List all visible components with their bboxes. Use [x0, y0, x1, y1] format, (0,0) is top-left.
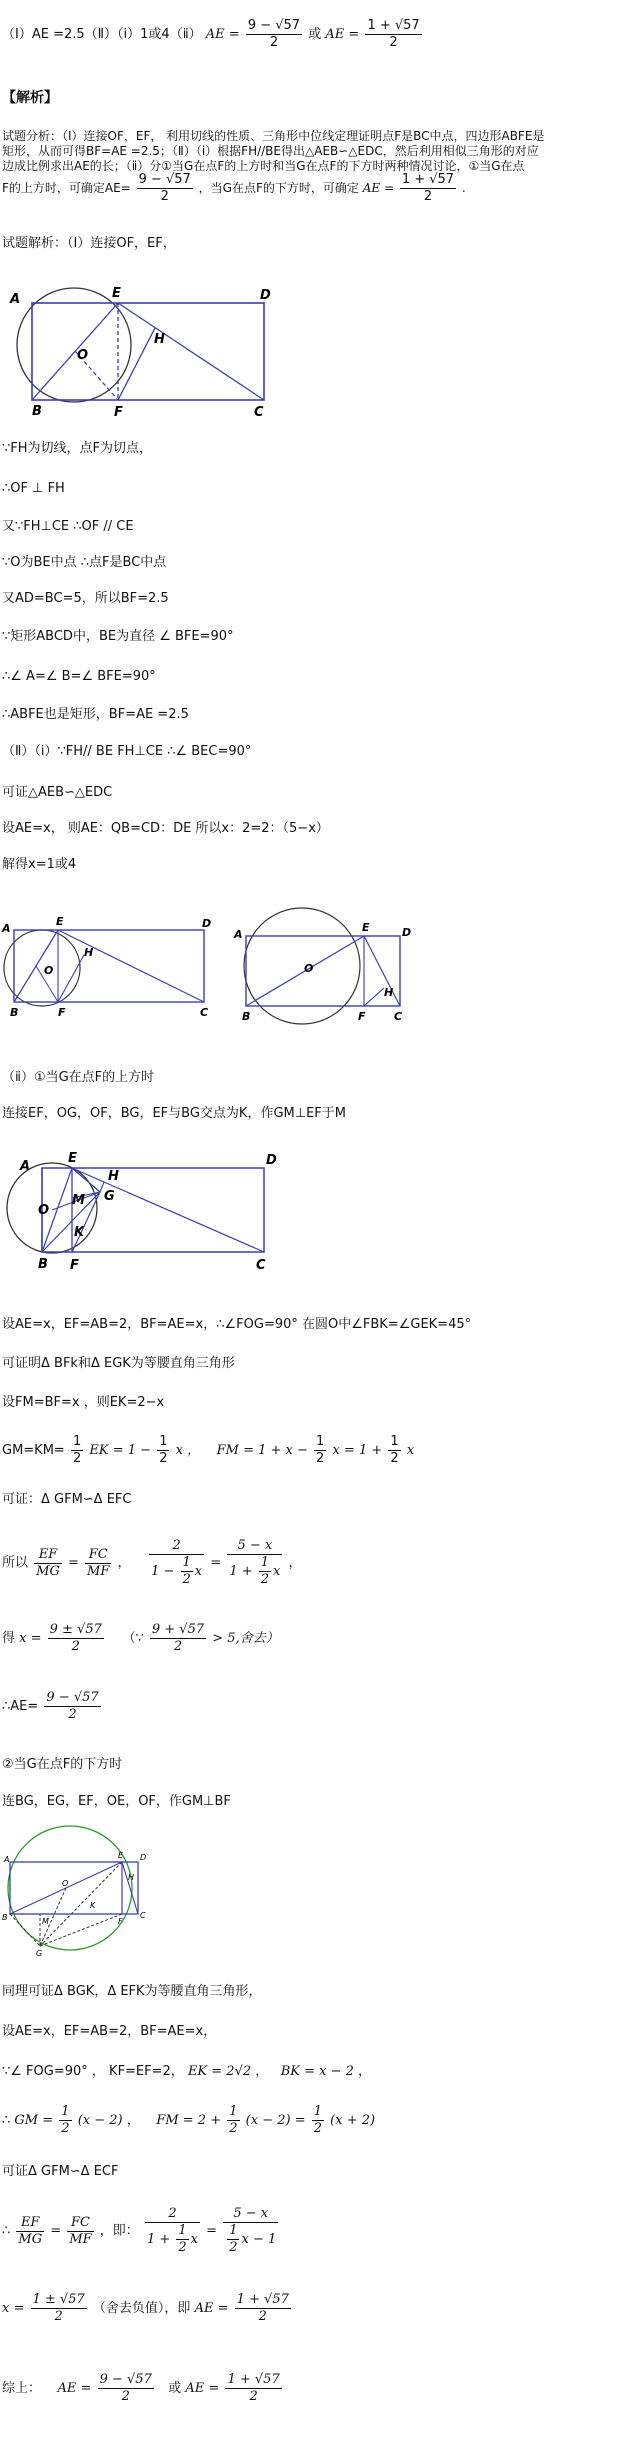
frac-numerator: 5 − x: [223, 2206, 278, 2223]
fig4-line-fg: [40, 1914, 122, 1946]
case2-ratio-a: ∴: [2, 2223, 11, 2239]
frac-denominator: 2: [423, 189, 433, 204]
fig3-label-o: O: [38, 1203, 50, 1218]
gm-text-b: EK = 1 −: [89, 1443, 152, 1458]
answer-expr2: AE =: [325, 27, 360, 42]
fig2a-label-d: D: [202, 917, 212, 930]
frac-numerator: 9 − √57: [99, 2372, 152, 2387]
frac-numerator: 9 + √57: [151, 1622, 205, 1637]
case2-step-4-c: (x − 2): [77, 2113, 123, 2128]
frac-numerator: 2: [149, 1538, 204, 1555]
figure-3: [0, 1140, 300, 1290]
fig2a-label-a: A: [2, 922, 11, 935]
x-text-a: 得: [2, 1631, 16, 1646]
frac-denominator: 2: [54, 2309, 63, 2324]
fig4-label-m: M: [42, 1917, 49, 1926]
fig4-label-c: C: [140, 1911, 146, 1920]
frac-denominator: 2: [390, 1451, 399, 1466]
frac-numerator: 1: [260, 1555, 270, 1570]
fig2b-label-e: E: [362, 921, 370, 934]
case2-x-line: [2, 2292, 293, 2325]
frac-denominator: 2: [229, 2240, 238, 2255]
case2-ratio-line: ∴ $\frac{EF}{MG}$ = $\frac{FC}{MF}$ ，即： 2 1 + $\frac{1}{2}$ x = 5 − x $\frac{1}{2}$ x − 1: [2, 2206, 277, 2255]
frac-denominator: 2: [313, 2121, 323, 2136]
case1-step-3: 设FM=BF=x ，则EK=2−x: [2, 1395, 165, 1410]
fig3-label-c: C: [256, 1258, 266, 1273]
case2-title: ②当G在点F的下方时: [2, 1757, 123, 1772]
case2-step-1: 同理可证Δ BGK，Δ EFK为等腰直角三角形，: [2, 1984, 262, 1999]
summary-expr2: AE =: [185, 2381, 220, 2396]
case2-step-3-e: ，: [358, 2064, 372, 2079]
analysis-frac2: [400, 172, 456, 205]
analysis-line-4-a: F的上方时，可确定AE=: [2, 181, 131, 195]
frac-denominator: MG: [36, 1563, 60, 1579]
frac-numerator: 1 ± √57: [32, 2292, 85, 2307]
fig4-label-d: D: [140, 1853, 147, 1862]
fig1-label-h: H: [154, 332, 165, 347]
frac-denominator: 2: [229, 2121, 238, 2136]
half-frac: [388, 1434, 400, 1467]
fm-text-a: FM = 1 + x −: [216, 1443, 308, 1458]
half-frac: [312, 2104, 324, 2137]
fm-text-c: x: [406, 1443, 415, 1458]
fig3-label-f: F: [70, 1258, 79, 1273]
fig4-label-e: E: [118, 1851, 124, 1860]
case2-step-3-b: EK = 2√2: [187, 2064, 252, 2079]
summary-or: 或: [168, 2381, 182, 2396]
half-frac: [59, 2104, 71, 2137]
fig1-label-b: B: [32, 404, 42, 419]
frac-denominator: 1 + $\frac{1}{2}$ x: [229, 1555, 281, 1587]
summary-frac2: [225, 2372, 281, 2405]
fig2b-label-a: A: [234, 928, 243, 941]
frac-numerator: 1: [229, 2223, 238, 2238]
frac-denominator: 2: [71, 1639, 80, 1654]
ratio-right: [223, 2206, 278, 2256]
ratio-ef-mg: [34, 1547, 62, 1580]
summary-line: [2, 2372, 284, 2405]
frac-denominator: MG: [18, 2231, 43, 2247]
frac-numerator: 1: [72, 1434, 82, 1449]
answer-part1: （Ⅰ）AE =2.5（Ⅱ）（ⅰ）1或4（ⅱ）: [2, 27, 202, 42]
case2-step-3-c: ，: [255, 2064, 269, 2079]
step-line: ∵矩形ABCD中，BE为直径 ∠ BFE=90°: [2, 629, 234, 644]
frac-numerator: FC: [85, 1547, 111, 1564]
frac-numerator: 1: [178, 2223, 187, 2238]
frac-denominator: 2: [316, 1451, 325, 1466]
fig1-label-a: A: [10, 292, 21, 307]
frac-denominator: 2: [389, 35, 398, 50]
ratio-left: [145, 2206, 200, 2256]
frac-numerator: FC: [67, 2215, 93, 2232]
fig2b-rectangle: [246, 936, 400, 1006]
frac-numerator: 1: [159, 1434, 168, 1449]
fig4-line-ec: [122, 1862, 138, 1914]
half-frac: [71, 1434, 83, 1467]
step-line: （Ⅱ）（ⅰ）∵FH// BE FH⊥CE ∴∠ BEC=90°: [2, 744, 252, 759]
case2-step-4-g: (x + 2): [330, 2113, 376, 2128]
frac-denominator: 2: [182, 1572, 191, 1587]
fig1-label-o: O: [77, 348, 89, 363]
analysis-heading: 【解析】: [2, 90, 58, 106]
fig2b-label-b: B: [242, 1010, 251, 1023]
case2-x-b: （舍去负值），即: [92, 2301, 191, 2316]
case2-step-4: [2, 2104, 375, 2137]
answer-or: 或: [308, 27, 322, 42]
fig1-line-fh: [118, 328, 155, 400]
analysis-frac1: [137, 172, 193, 205]
case1-gm-line: [2, 1434, 414, 1467]
figure-2: [0, 900, 420, 1030]
x-text-d: > 5,舍去）: [212, 1631, 279, 1646]
gm-text-a: GM=KM=: [2, 1443, 65, 1458]
frac-numerator: EF: [34, 1547, 62, 1564]
fig1-label-f: F: [114, 405, 123, 420]
fig2b-label-f: F: [358, 1010, 366, 1023]
frac-denominator: 1 + $\frac{1}{2}$ x: [146, 2223, 199, 2255]
step-line: ∴∠ A=∠ B=∠ BFE=90°: [2, 669, 156, 684]
ratio-fc-mf: [85, 1547, 111, 1580]
fig3-label-g: G: [104, 1189, 115, 1204]
x-text-b: x =: [19, 1631, 42, 1646]
gm-text-c: x ，: [175, 1443, 201, 1458]
frac-numerator: 9 ± √57: [49, 1622, 102, 1637]
frac-numerator: 1: [313, 2104, 323, 2119]
fig1-label-d: D: [260, 288, 271, 303]
frac-denominator: 2: [249, 2389, 258, 2404]
answer-frac2: [365, 18, 421, 51]
ratio-ef-mg: [16, 2215, 44, 2248]
fig2a-label-e: E: [56, 915, 64, 928]
frac-denominator: 2: [178, 2240, 187, 2255]
ratio-fc-mf: [67, 2215, 93, 2248]
ae-frac: [235, 2292, 291, 2325]
reject-frac: [150, 1622, 206, 1655]
case2-step-3-d: BK = x − 2: [280, 2064, 354, 2079]
analysis-line-4: [2, 172, 466, 205]
ratio-text-a: 所以: [2, 1555, 29, 1571]
frac-denominator: 2: [159, 1451, 168, 1466]
fig3-label-m: M: [72, 1193, 85, 1208]
frac-denominator: 2: [160, 189, 169, 204]
fig4-label-o: O: [62, 1879, 69, 1888]
frac-numerator: 1 + √57: [227, 2372, 280, 2387]
analysis-line-3: 边成比例求出AE的长；（ⅱ）分①当G在点F的上方时和当G在点F的下方时两种情况讨论，①当G在点: [2, 159, 525, 173]
fig2a-label-c: C: [200, 1006, 209, 1019]
case1-ae-line: [2, 1690, 103, 1723]
frac-numerator: 2: [145, 2206, 200, 2223]
frac-denominator: MF: [87, 1563, 110, 1579]
frac-numerator: 9 − √57: [46, 1690, 99, 1705]
fig1-line-ec: [118, 303, 264, 400]
fig1-circle: [17, 288, 131, 402]
frac-numerator: 1 + √57: [367, 18, 420, 33]
half-frac: [314, 1434, 326, 1467]
fig4-line-eg: [40, 1862, 122, 1946]
case1-step-2: 可证明Δ BFk和Δ EGK为等腰直角三角形: [2, 1356, 235, 1371]
case1-ratio-line: 所以 $\frac{EF}{MG}$ = $\frac{FC}{MF}$ ， 2 1 − $\frac{1}{2}$ x = 5 − x 1 + $\frac{1}{2}$ x ，: [2, 1538, 302, 1587]
fig2a-label-f: F: [58, 1006, 66, 1019]
summary-frac1: [98, 2372, 154, 2405]
case1-line: 连接EF，OG，OF，BG，EF与BG交点为K，作GM⊥EF于M: [2, 1106, 346, 1121]
case1-step-1: 设AE=x，EF=AB=2，BF=AE=x，∴∠FOG=90° 在圆O中∠FBK=∠GEK=45°: [2, 1317, 472, 1332]
fig2b-line-fh: [364, 988, 384, 1006]
fig1-label-e: E: [112, 286, 121, 301]
case2-step-4-b: GM =: [14, 2113, 54, 2128]
fig4-label-f: F: [118, 1917, 123, 1926]
fig2a-label-o: O: [44, 964, 54, 977]
case2-step-4-e: FM = 2 +: [156, 2113, 222, 2128]
fig4-label-b: B: [2, 1913, 8, 1922]
frac-numerator: 1 + √57: [401, 172, 455, 187]
step-line: ∵FH为切线，点F为切点，: [2, 441, 153, 456]
half-frac: [157, 1434, 169, 1467]
frac-denominator: 2: [258, 2309, 267, 2324]
frac-denominator: 2: [260, 1572, 270, 1587]
frac-denominator: 2: [269, 35, 279, 50]
analysis-line-1: 试题分析：（Ⅰ）连接OF，EF， 利用切线的性质、三角形中位线定理证明点F是BC中点，四边形ABFE是: [2, 129, 545, 143]
fig3-line-bg: [42, 1192, 100, 1252]
frac-denominator: 2: [173, 1639, 183, 1654]
figure-1: [0, 285, 300, 425]
case2-step-5: 可证Δ GFM∽Δ ECF: [2, 2164, 119, 2179]
fig1-label-c: C: [254, 405, 264, 420]
ae-text: ∴AE=: [2, 1699, 39, 1714]
frac-numerator: 1: [390, 1434, 399, 1449]
case1-x-line: [2, 1622, 279, 1655]
case2-ratio-b: ，即：: [99, 2223, 139, 2239]
analysis-line-4-d: .: [461, 181, 466, 195]
fig2b-label-o: O: [304, 962, 314, 975]
frac-numerator: 1: [229, 2104, 238, 2119]
frac-numerator: 9 − √57: [247, 18, 301, 33]
frac-numerator: 1: [182, 1555, 191, 1570]
analysis-line-4-c: AE =: [362, 181, 394, 195]
step-line: ∵O为BE中点 ∴点F是BC中点: [2, 555, 167, 570]
fig4-line-bg: [10, 1914, 40, 1946]
fig2a-circle: [4, 930, 80, 1006]
fig1-rectangle: [32, 303, 264, 400]
frac-denominator: MF: [69, 2231, 92, 2247]
step-line: 解得x=1或4: [2, 857, 77, 872]
case2-step-4-f: (x − 2) =: [245, 2113, 306, 2128]
case2-x-a: x =: [2, 2301, 25, 2316]
ae-frac: [44, 1690, 100, 1723]
ratio-text-b: ，: [117, 1555, 131, 1571]
fm-text-b: x = 1 +: [332, 1443, 383, 1458]
fig3-label-h: H: [108, 1169, 119, 1184]
fig4-label-k: K: [90, 1901, 96, 1910]
frac-numerator: EF: [16, 2215, 44, 2232]
case2-step-4-a: ∴: [2, 2113, 11, 2128]
ratio-text-b: ，: [288, 1555, 302, 1571]
figure-4: [0, 1820, 170, 1960]
analysis-line-2: 矩形，从而可得BF=AE =2.5；（Ⅱ）（ⅰ）根据FH//BE得出△AEB∽△EDC，然后利用相似三角形的对应: [2, 144, 539, 158]
step-line: 设AE=x， 则AE：QB=CD：DE 所以x：2=2：（5−x）: [2, 821, 329, 836]
frac-denominator: 2: [61, 2121, 70, 2136]
case1-step-5: 可证：Δ GFM∽Δ EFC: [2, 1492, 132, 1507]
fig3-label-k: K: [74, 1225, 85, 1240]
frac-denominator: 2: [121, 2389, 130, 2404]
fig4-label-a: A: [4, 1855, 10, 1864]
case2-step-3: [2, 2064, 371, 2080]
ratio-left: [149, 1538, 204, 1588]
step-line: 又∵FH⊥CE ∴OF // CE: [2, 519, 134, 534]
fig4-label-g: G: [36, 1949, 43, 1958]
fig3-label-e: E: [68, 1151, 77, 1166]
half-frac: [227, 2104, 239, 2137]
fig2b-label-d: D: [402, 926, 412, 939]
solution-intro: 试题解析：（Ⅰ）连接OF，EF，: [2, 236, 176, 251]
answer-expr1: AE =: [205, 27, 240, 42]
fig4-circle: [8, 1826, 135, 1950]
case2-step-3-a: ∵∠ FOG=90° ， KF=EF=2，: [2, 2064, 184, 2079]
summary-label: 综上：: [2, 2381, 42, 2396]
fig3-label-a: A: [20, 1159, 31, 1174]
fig2b-line-ec: [364, 936, 400, 1006]
fig4-label-h: H: [128, 1873, 135, 1882]
step-line: ∴OF ⊥ FH: [2, 481, 65, 496]
case2-line: 连BG，EG，EF，OE，OF，作GM⊥BF: [2, 1794, 231, 1809]
x-text-c: （∵: [122, 1631, 144, 1646]
fig2a-rectangle: [14, 930, 204, 1002]
frac-denominator: 1 − $\frac{1}{2}$ x: [151, 1555, 203, 1587]
frac-denominator: 2: [72, 1451, 82, 1466]
frac-numerator: 9 − √57: [138, 172, 191, 187]
step-line: 又AD=BC=5，所以BF=2.5: [2, 591, 169, 606]
x-frac: [48, 1622, 104, 1655]
frac-numerator: 1: [316, 1434, 325, 1449]
case2-x-c: AE =: [194, 2301, 229, 2316]
case1-title: （ⅱ）①当G在点F的上方时: [2, 1070, 155, 1085]
x-frac: [31, 2292, 87, 2325]
fig2a-label-h: H: [84, 946, 94, 959]
fig3-label-d: D: [266, 1153, 277, 1168]
case2-step-4-d: ，: [126, 2113, 140, 2128]
frac-denominator: $\frac{1}{2}$ x − 1: [229, 2223, 277, 2255]
step-line: 可证△AEB∽△EDC: [2, 785, 113, 800]
fig2b-label-h: H: [384, 986, 394, 999]
frac-numerator: 1 + √57: [236, 2292, 289, 2307]
ratio-right: [227, 1538, 282, 1588]
fig3-label-b: B: [38, 1257, 48, 1272]
fig3-line-eg: [72, 1168, 100, 1192]
fig3-line-ec: [72, 1168, 264, 1252]
fig2a-label-b: B: [10, 1006, 19, 1019]
frac-numerator: 1: [61, 2104, 70, 2119]
frac-denominator: 2: [68, 1707, 77, 1722]
summary-expr1: AE =: [57, 2381, 92, 2396]
fig4-rectangle: [10, 1862, 138, 1914]
fig2a-line-fh: [58, 955, 84, 1002]
frac-numerator: 5 − x: [227, 1538, 282, 1555]
answer-line: [2, 18, 424, 51]
step-line: ∴ABFE也是矩形，BF=AE =2.5: [2, 707, 189, 722]
case2-step-2: 设AE=x，EF=AB=2，BF=AE=x，: [2, 2024, 217, 2039]
analysis-line-4-b: ，当G在点F的下方时，可确定: [198, 181, 359, 195]
fig2b-label-c: C: [394, 1010, 403, 1023]
answer-frac1: [246, 18, 302, 51]
